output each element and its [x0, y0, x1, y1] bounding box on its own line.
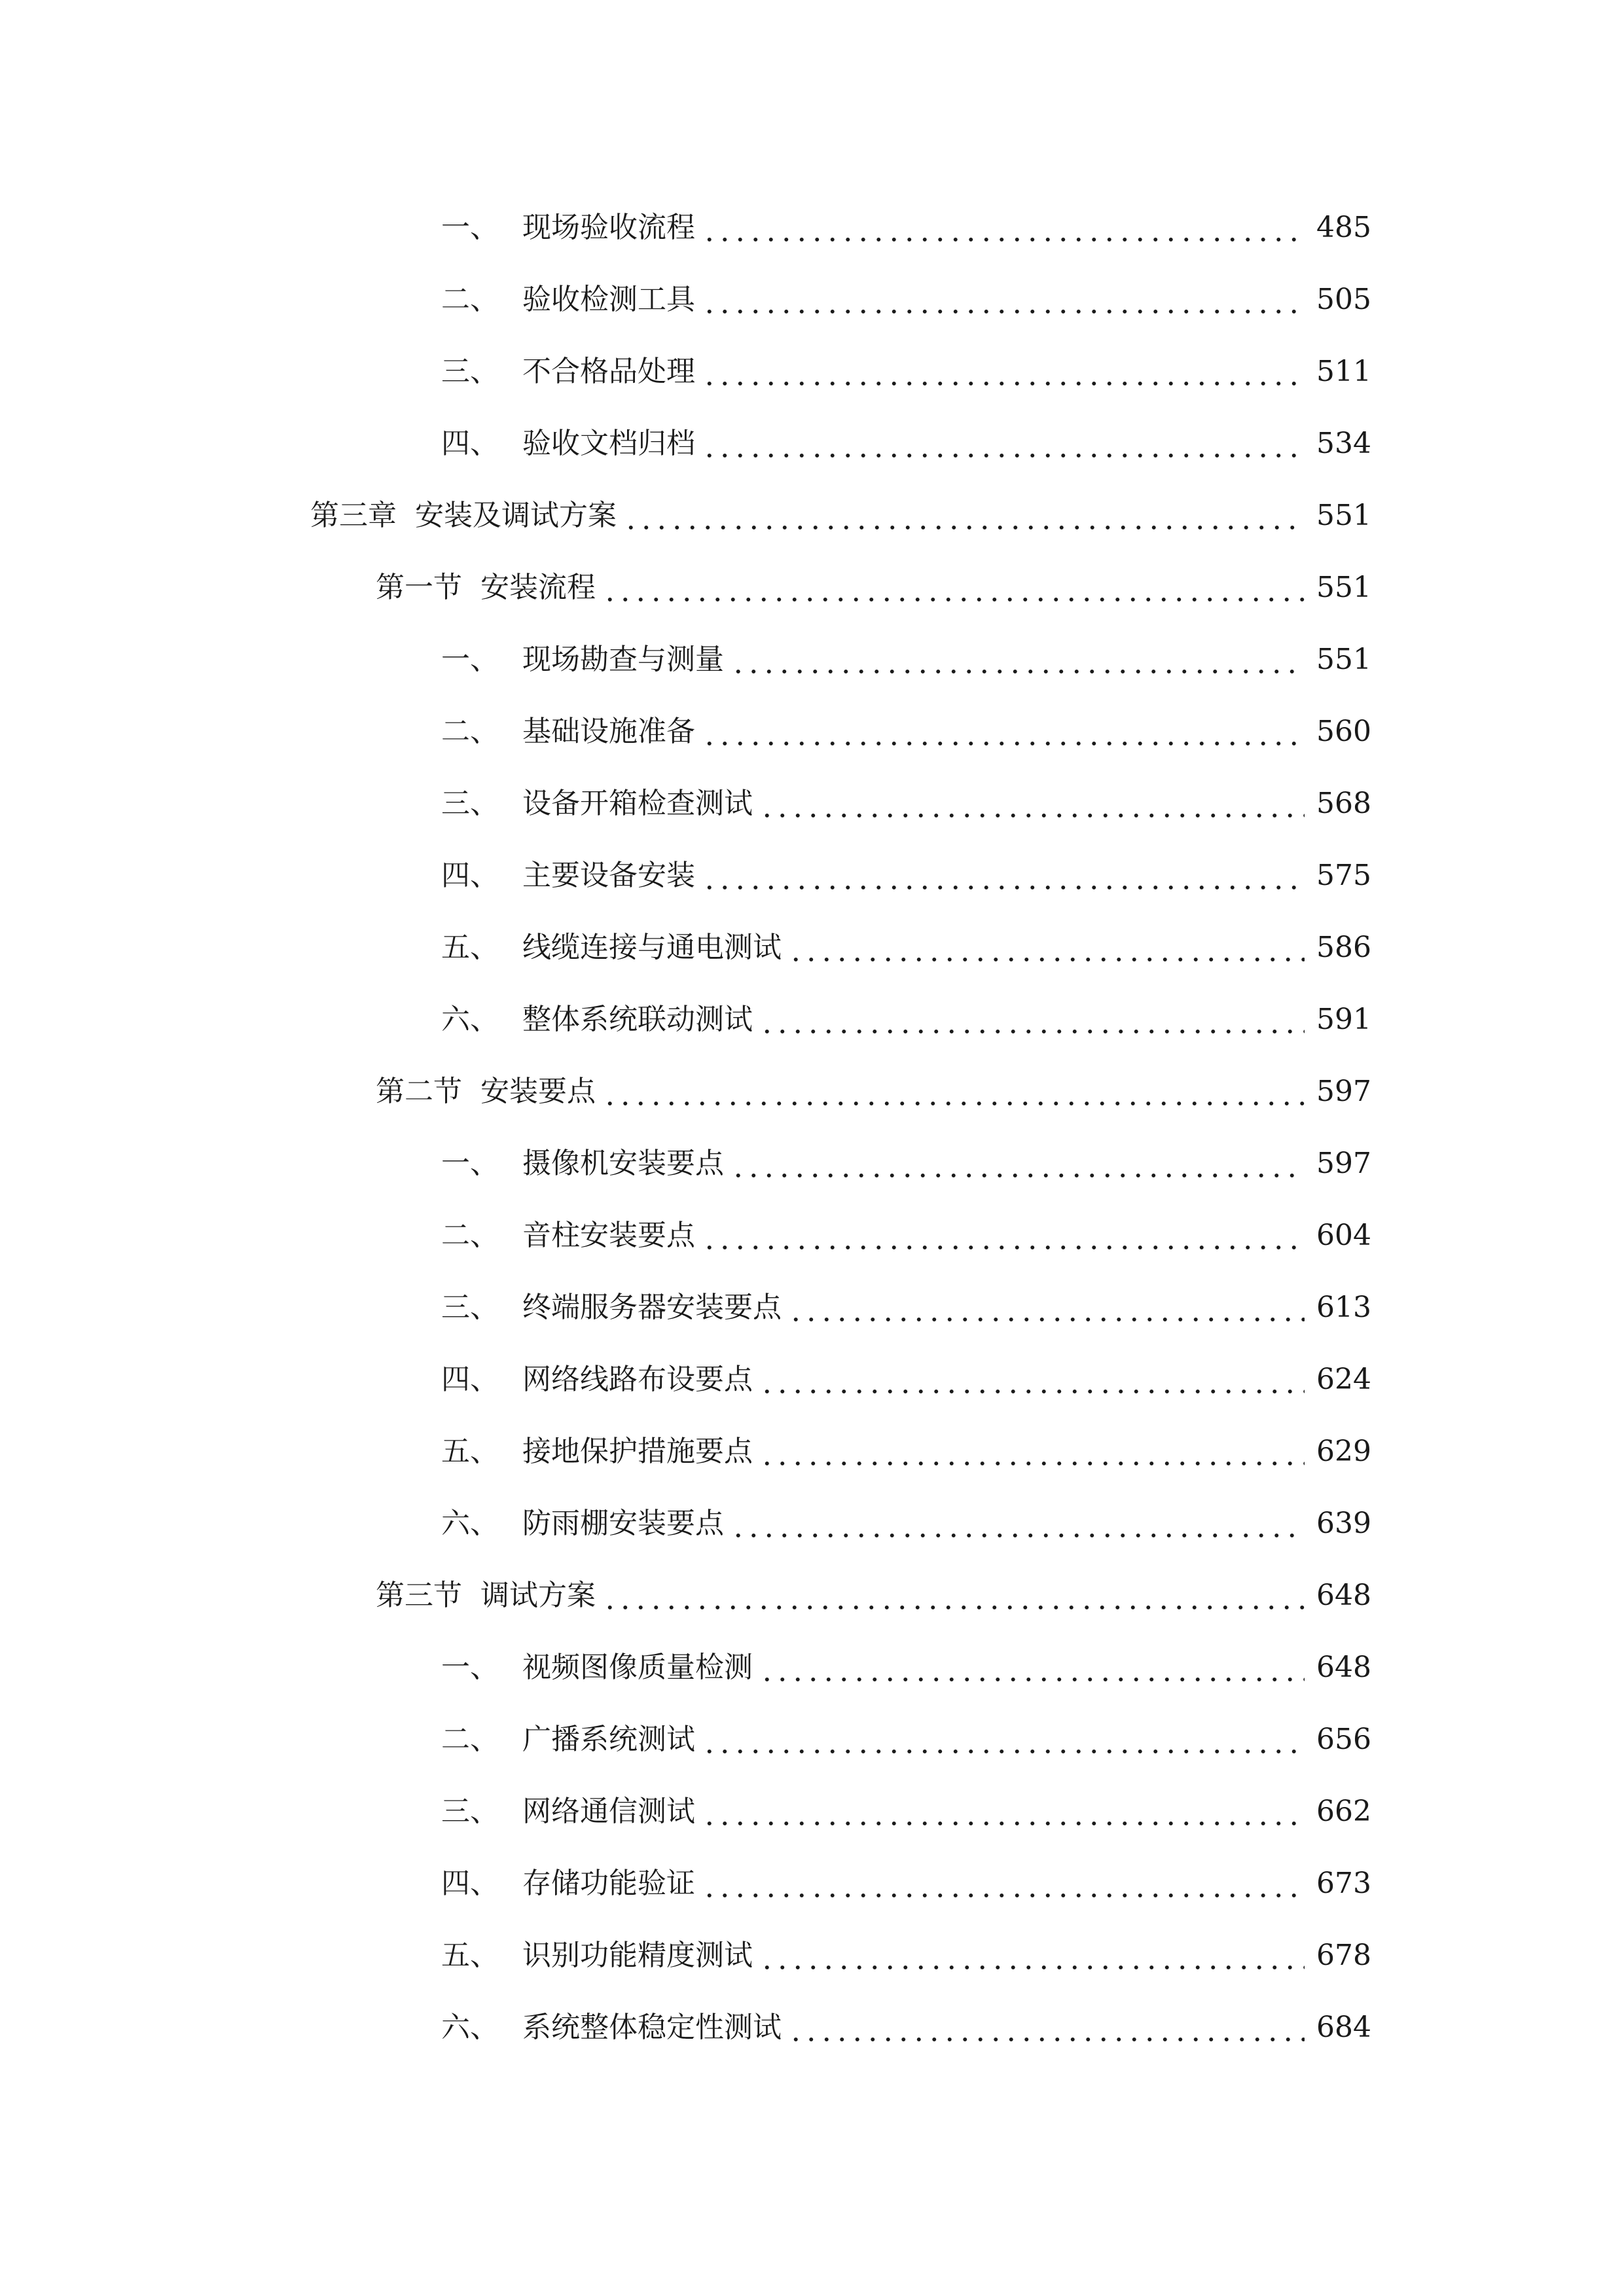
toc-page-number: 560 [1316, 715, 1371, 748]
toc-entry-number: 五、 [441, 931, 499, 964]
toc-entry-title: 防雨棚安装要点 [522, 1507, 724, 1540]
toc-page-number: 613 [1316, 1291, 1371, 1324]
toc-section-number: 第一节 [376, 571, 462, 604]
toc-dot-leader [702, 274, 1305, 326]
toc-entry[interactable] [441, 1857, 1371, 1910]
toc-entry[interactable] [441, 706, 1371, 758]
toc-entry-number: 一、 [441, 1651, 499, 1684]
toc-entry[interactable] [441, 1498, 1371, 1550]
toc-section-number: 第二节 [376, 1075, 462, 1108]
toc-entry-title: 线缆连接与通电测试 [522, 931, 782, 964]
toc-dot-leader [602, 1066, 1305, 1118]
toc-entry-title: 广播系统测试 [522, 1723, 695, 1756]
toc-dot-leader [702, 418, 1305, 470]
toc-entry-title: 现场勘查与测量 [522, 643, 724, 676]
toc-page-number: 597 [1316, 1147, 1371, 1180]
toc-entry-title: 基础设施准备 [522, 715, 695, 748]
toc-entry-number: 二、 [441, 1219, 499, 1252]
toc-entry[interactable] [441, 778, 1371, 830]
toc-page-number: 534 [1316, 427, 1371, 460]
toc-entry-number: 一、 [441, 211, 499, 244]
toc-dot-leader [702, 1713, 1305, 1766]
toc-chapter-entry[interactable] [310, 490, 1371, 542]
toc-page-number: 624 [1316, 1363, 1371, 1396]
toc-chapter-title: 安装及调试方案 [415, 499, 617, 532]
toc-page-number: 551 [1316, 643, 1371, 676]
toc-entry-title: 设备开箱检查测试 [522, 787, 753, 820]
toc-dot-leader [731, 634, 1305, 686]
toc-section-title: 调试方案 [480, 1579, 596, 1612]
toc-entry-title: 整体系统联动测试 [522, 1003, 753, 1036]
toc-entry-title: 终端服务器安装要点 [522, 1291, 782, 1324]
toc-page-number: 648 [1316, 1579, 1371, 1612]
toc-chapter-number: 第三章 [310, 499, 397, 532]
toc-dot-leader [702, 1785, 1305, 1838]
toc-entry-title: 主要设备安装 [522, 859, 695, 892]
toc-entry[interactable] [441, 1210, 1371, 1262]
toc-entry-number: 六、 [441, 1003, 499, 1036]
toc-dot-leader [731, 1498, 1305, 1550]
toc-entry-title: 系统整体稳定性测试 [522, 2011, 782, 2044]
toc-entry-number: 四、 [441, 427, 499, 460]
toc-entry-number: 六、 [441, 1507, 499, 1540]
toc-entry-number: 三、 [441, 355, 499, 388]
toc-entry[interactable] [441, 922, 1371, 974]
toc-entry-number: 四、 [441, 1867, 499, 1900]
toc-entry-number: 一、 [441, 643, 499, 676]
toc-entry-title: 验收检测工具 [522, 283, 695, 316]
toc-page-number: 511 [1316, 355, 1371, 388]
toc-entry-number: 三、 [441, 1291, 499, 1324]
toc-dot-leader [788, 922, 1305, 974]
toc-entry-title: 摄像机安装要点 [522, 1147, 724, 1180]
toc-page-number: 586 [1316, 931, 1371, 964]
toc-dot-leader [702, 1210, 1305, 1262]
toc-entry[interactable] [441, 634, 1371, 686]
toc-entry-title: 网络通信测试 [522, 1795, 695, 1828]
toc-dot-leader [759, 1929, 1305, 1982]
toc-page-number: 575 [1316, 859, 1371, 892]
toc-entry[interactable] [441, 1641, 1371, 1694]
toc-entry[interactable] [441, 2001, 1371, 2054]
toc-page-number: 629 [1316, 1435, 1371, 1468]
toc-entry[interactable] [441, 346, 1371, 398]
toc-dot-leader [759, 1641, 1305, 1694]
toc-page-number: 604 [1316, 1219, 1371, 1252]
toc-entry-number: 五、 [441, 1435, 499, 1468]
toc-page-number: 505 [1316, 283, 1371, 316]
toc-entry[interactable] [441, 994, 1371, 1046]
toc-page-number: 485 [1316, 211, 1371, 244]
toc-entry[interactable] [441, 1929, 1371, 1982]
toc-section-entry[interactable] [376, 562, 1371, 614]
toc-dot-leader [702, 202, 1305, 254]
toc-entry-title: 音柱安装要点 [522, 1219, 695, 1252]
toc-dot-leader [602, 562, 1305, 614]
toc-entry[interactable] [441, 418, 1371, 470]
toc-page-number: 648 [1316, 1651, 1371, 1684]
toc-entry-number: 三、 [441, 1795, 499, 1828]
toc-page-number: 662 [1316, 1795, 1371, 1828]
toc-entry[interactable] [441, 1426, 1371, 1478]
toc-entry-title: 存储功能验证 [522, 1867, 695, 1900]
toc-entry-number: 四、 [441, 859, 499, 892]
toc-page-number: 568 [1316, 787, 1371, 820]
toc-dot-leader [602, 1570, 1305, 1622]
toc-entry[interactable] [441, 1354, 1371, 1406]
toc-entry[interactable] [441, 274, 1371, 326]
toc-entry-number: 一、 [441, 1147, 499, 1180]
toc-entry-number: 三、 [441, 787, 499, 820]
toc-entry-title: 视频图像质量检测 [522, 1651, 753, 1684]
toc-section-title: 安装流程 [480, 571, 596, 604]
toc-dot-leader [759, 1354, 1305, 1406]
toc-entry-number: 二、 [441, 283, 499, 316]
toc-section-entry[interactable] [376, 1066, 1371, 1118]
toc-dot-leader [788, 1282, 1305, 1334]
toc-dot-leader [731, 1138, 1305, 1190]
toc-dot-leader [759, 778, 1305, 830]
toc-entry-number: 五、 [441, 1939, 499, 1972]
toc-entry-number: 二、 [441, 1723, 499, 1756]
toc-dot-leader [759, 994, 1305, 1046]
toc-entry-title: 现场验收流程 [522, 211, 695, 244]
toc-entry[interactable] [441, 1785, 1371, 1838]
toc-entry-title: 网络线路布设要点 [522, 1363, 753, 1396]
toc-dot-leader [623, 490, 1305, 542]
toc-section-entry[interactable] [376, 1570, 1371, 1622]
toc-dot-leader [702, 850, 1305, 902]
toc-entry-number: 六、 [441, 2011, 499, 2044]
toc-dot-leader [702, 1857, 1305, 1910]
toc-entry-number: 四、 [441, 1363, 499, 1396]
toc-section-number: 第三节 [376, 1579, 462, 1612]
toc-section-title: 安装要点 [480, 1075, 596, 1108]
toc-entry-title: 不合格品处理 [522, 355, 695, 388]
toc-entry-title: 验收文档归档 [522, 427, 695, 460]
toc-page-number: 591 [1316, 1003, 1371, 1036]
toc-dot-leader [788, 2001, 1305, 2054]
toc-page-number: 597 [1316, 1075, 1371, 1108]
toc-page-number: 678 [1316, 1939, 1371, 1972]
toc-entry-title: 接地保护措施要点 [522, 1435, 753, 1468]
toc-entry-number: 二、 [441, 715, 499, 748]
toc-entry[interactable] [441, 1282, 1371, 1334]
toc-dot-leader [702, 706, 1305, 758]
toc-page-number: 551 [1316, 499, 1371, 532]
toc-page-number: 551 [1316, 571, 1371, 604]
toc-page-number: 684 [1316, 2011, 1371, 2044]
toc-page-number: 639 [1316, 1507, 1371, 1540]
toc-entry-title: 识别功能精度测试 [522, 1939, 753, 1972]
toc-dot-leader [759, 1426, 1305, 1478]
toc-entry[interactable] [441, 202, 1371, 254]
toc-entry[interactable] [441, 1713, 1371, 1766]
toc-entry[interactable] [441, 1138, 1371, 1190]
toc-dot-leader [702, 346, 1305, 398]
toc-page-number: 673 [1316, 1867, 1371, 1900]
toc-page-number: 656 [1316, 1723, 1371, 1756]
toc-entry[interactable] [441, 850, 1371, 902]
